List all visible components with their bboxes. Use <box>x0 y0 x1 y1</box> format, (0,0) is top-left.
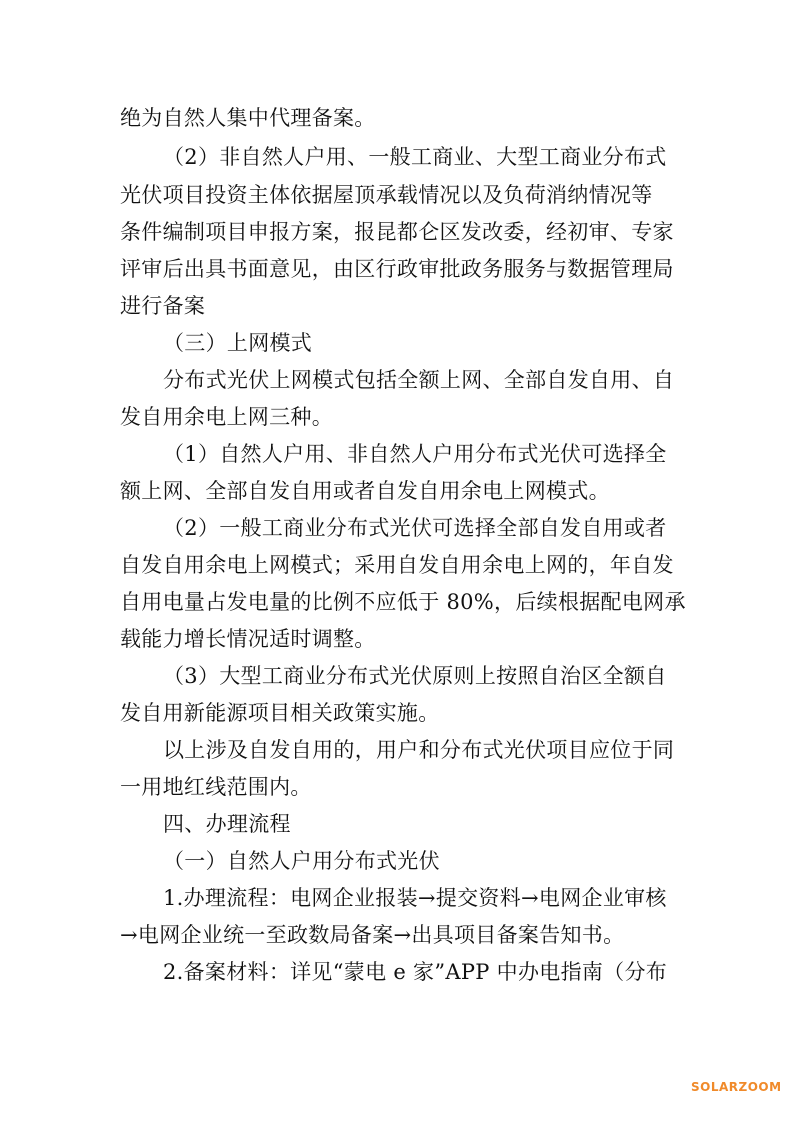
text-line: 额上网、全部自发自用或者自发自用余电上网模式。 <box>120 479 610 503</box>
section-heading: （一）自然人户用分布式光伏 <box>163 849 440 873</box>
text-line: 进行备案 <box>120 294 206 318</box>
text-line: 发自用余电上网三种。 <box>120 405 333 429</box>
text-line: （2）一般工商业分布式光伏可选择全部自发自用或者 <box>163 516 667 540</box>
text-line: 条件编制项目申报方案，报昆都仑区发改委，经初审、专家 <box>120 220 674 244</box>
text-line: 评审后出具书面意见，由区行政审批政务服务与数据管理局 <box>120 257 674 281</box>
section-heading: 四、办理流程 <box>163 812 291 836</box>
text-line: 一用地红线范围内。 <box>120 775 312 799</box>
text-line: 1.办理流程：电网企业报装→提交资料→电网企业审核 <box>163 886 667 910</box>
text-line: 发自用新能源项目相关政策实施。 <box>120 701 440 725</box>
text-line: 2.备案材料：详见“蒙电 e 家”APP 中办电指南（分布 <box>163 960 668 984</box>
text-line: 载能力增长情况适时调整。 <box>120 627 376 651</box>
text-line: 分布式光伏上网模式包括全额上网、全部自发自用、自 <box>163 368 675 392</box>
text-line: 自用电量占发电量的比例不应低于 80%，后续根据配电网承 <box>120 590 686 614</box>
text-line: 光伏项目投资主体依据屋顶承载情况以及负荷消纳情况等 <box>120 183 653 207</box>
watermark-logo: SOLARZOOM <box>691 1080 782 1094</box>
text-line: →电网企业统一至政数局备案→出具项目备案告知书。 <box>120 923 625 947</box>
text-line: 绝为自然人集中代理备案。 <box>120 106 376 130</box>
text-line: （2）非自然人户用、一般工商业、大型工商业分布式 <box>163 145 667 169</box>
section-heading: （三）上网模式 <box>163 331 313 355</box>
text-line: 自发自用余电上网模式；采用自发自用余电上网的，年自发 <box>120 553 674 577</box>
text-line: （1）自然人户用、非自然人户用分布式光伏可选择全 <box>163 442 667 466</box>
text-line: （3）大型工商业分布式光伏原则上按照自治区全额自 <box>163 664 667 688</box>
text-line: 以上涉及自发自用的，用户和分布式光伏项目应位于同 <box>163 738 675 762</box>
